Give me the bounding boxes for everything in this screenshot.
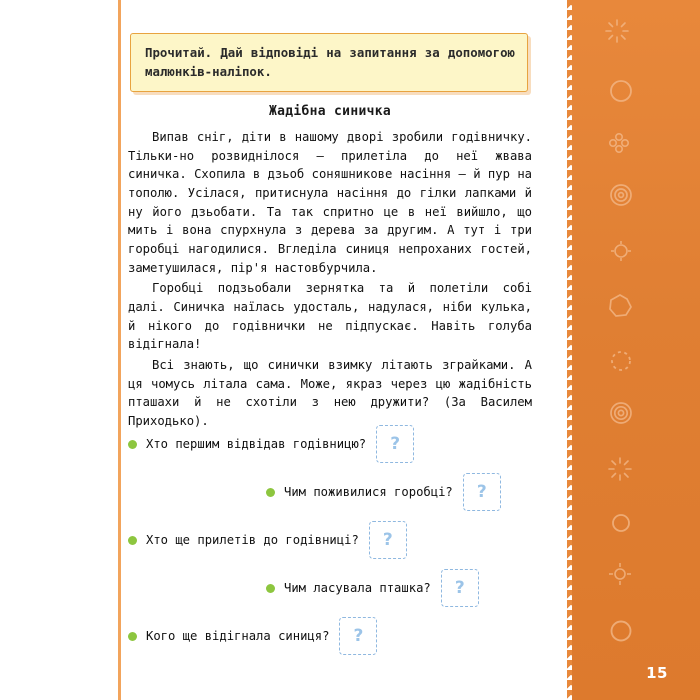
question-text: Чим ласувала пташка? — [284, 581, 431, 595]
page-number: 15 — [646, 664, 668, 682]
bullet-icon — [128, 536, 137, 545]
bullet-icon — [128, 440, 137, 449]
decorative-side-band — [543, 0, 700, 700]
question-mark-icon: ? — [476, 481, 487, 502]
bullet-icon — [128, 632, 137, 641]
starburst-icon — [606, 455, 634, 483]
dot-ring-icon — [608, 348, 634, 374]
sunburst-icon — [604, 18, 630, 44]
flower-icon — [606, 130, 632, 156]
sticker-slot[interactable] — [463, 473, 501, 511]
question-row — [128, 420, 538, 468]
ring-icon — [608, 618, 634, 644]
concentric-circles-icon — [608, 400, 634, 426]
bullet-icon — [266, 584, 275, 593]
sticker-slot[interactable] — [339, 617, 377, 655]
question-row — [128, 516, 538, 564]
blob-icon — [606, 292, 634, 320]
sticker-slot[interactable] — [441, 569, 479, 607]
question-row — [128, 564, 538, 612]
question-mark-icon: ? — [454, 577, 465, 598]
sticker-slot[interactable] — [369, 521, 407, 559]
story-paragraph: Випав сніг, діти в нашому дворі зробили годівничку. Тільки-но розвиднілося — прилетіла до неї жвава синичка. Схопила в дзьоб соняшникове насіння — й пур на тополю. Усілася, притиснула насіння до гілки лапками й ну його дзьобати. Та так спритно це в неї вийшло, що мить і вона спурхнула з дерева за другим. А тут і три горобці нагодилися. Вгледіла синиця непроханих гостей, заметушилася, пір'я настовбурчила. — [128, 130, 532, 275]
gear-icon — [608, 238, 634, 264]
question-text: Хто ще прилетів до годівниці? — [146, 533, 359, 547]
circle-outline-icon — [608, 78, 634, 104]
story-title: Жадібна синичка — [269, 104, 391, 119]
question-row — [128, 612, 538, 660]
small-circle-icon — [610, 512, 632, 534]
question-row — [128, 468, 538, 516]
question-mark-icon: ? — [353, 625, 364, 646]
instruction-box — [130, 33, 528, 92]
sun-icon — [606, 560, 634, 588]
instruction-text: Прочитай. Дай відповіді на запитання за допомогою малюнків-наліпок. — [145, 45, 515, 79]
left-margin-rule — [118, 0, 121, 700]
band-ornaments — [572, 0, 700, 700]
story-section — [128, 104, 532, 433]
questions-section — [128, 420, 538, 660]
question-text: Кого ще відігнала синиця? — [146, 629, 330, 643]
question-text: Чим поживилися горобці? — [284, 485, 453, 499]
question-mark-icon: ? — [390, 433, 401, 454]
question-mark-icon: ? — [382, 529, 393, 550]
story-paragraph: Всі знають, що синички взимку літають зграйками. А ця чомусь літала сама. Може, якраз через цю жадібність пташахи й не схотіли з нею дружити? (За Василем Приходько). — [128, 357, 532, 428]
bullet-icon — [266, 488, 275, 497]
spiral-icon — [608, 182, 634, 208]
sticker-slot[interactable] — [376, 425, 414, 463]
question-text: Хто першим відвідав годівницю? — [146, 437, 367, 451]
story-paragraph: Горобці подзьобали зернятка та й полетіли собі далі. Синичка наїлась удосталь, надулася, ніби кулька, й нікого до годівнички не підпускає. Навіть голуба відігнала! — [128, 281, 532, 352]
